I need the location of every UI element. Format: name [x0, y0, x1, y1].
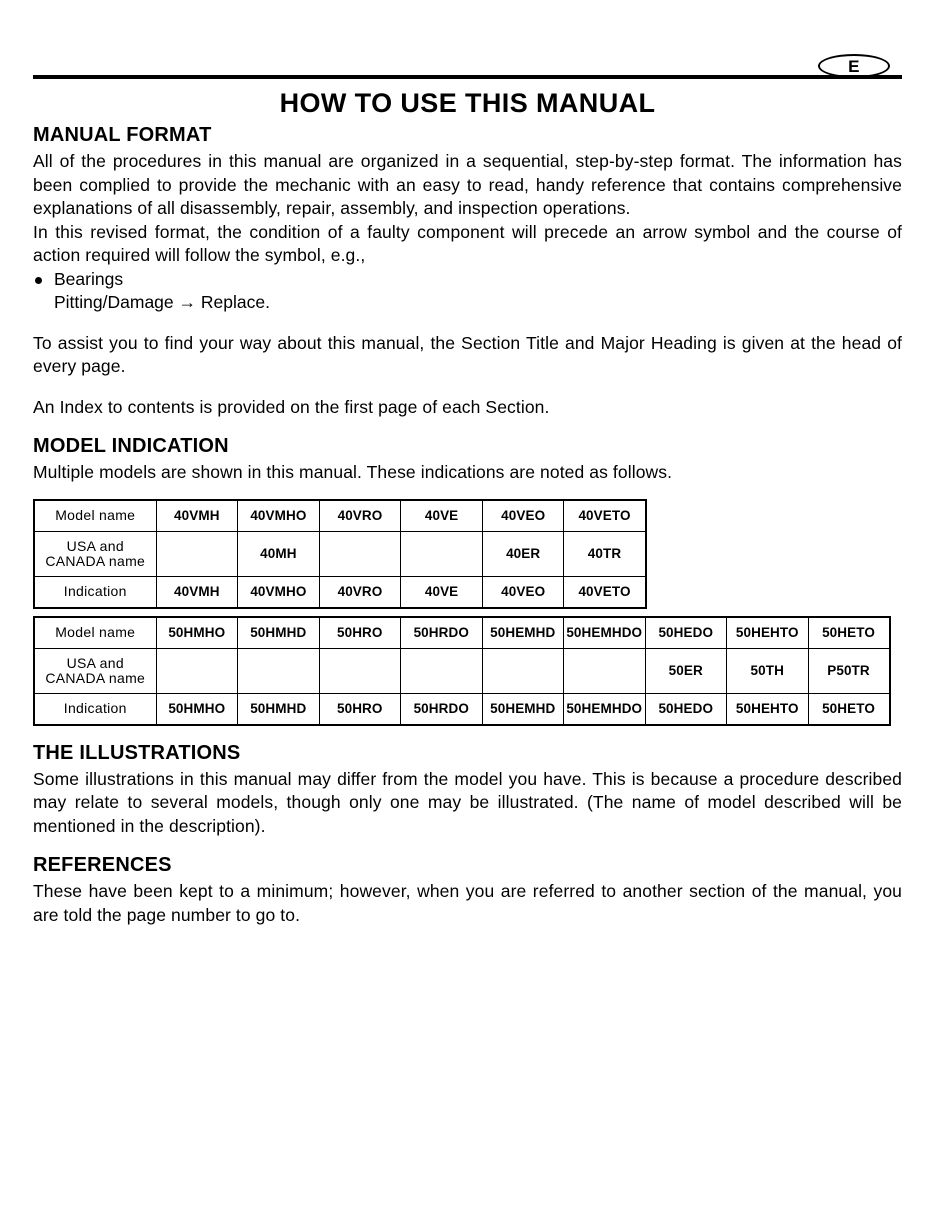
cell: 50HEHTO [727, 693, 809, 725]
manual-format-bullet-list [33, 268, 902, 292]
usa-canada-line-1: USA and [66, 537, 124, 554]
cell: 50HEMHD [482, 617, 564, 649]
cell [319, 531, 401, 576]
cell: 50HEHTO [727, 617, 809, 649]
model-table-50hp [33, 616, 891, 726]
heading-references: REFERENCES [33, 854, 172, 876]
cell: 50HEDO [645, 617, 727, 649]
list-item [33, 268, 902, 292]
table-row [34, 648, 890, 693]
model-table-50hp-block [33, 616, 902, 726]
row-label-indication: Indication [34, 576, 156, 608]
illustrations-paragraph: Some illustrations in this manual may differ from the model you have. This is because a procedure described may relate to several models, though only one may be illustrated. (The name of model described will be mentioned in the description). [33, 768, 902, 836]
cell: 40VRO [319, 500, 401, 532]
model-table-40hp-block [33, 499, 902, 609]
cell: 50HRDO [401, 693, 483, 725]
cell: 40VMHO [238, 500, 320, 532]
bullet-dot-icon [35, 277, 42, 284]
row-label-model-name: Model name [34, 617, 156, 649]
table-row [34, 531, 646, 576]
cell: 50HRO [319, 693, 401, 725]
cell: 40VE [401, 576, 483, 608]
cell: 50HETO [808, 617, 890, 649]
cell: 40VETO [564, 576, 646, 608]
cell: 50HMHD [238, 617, 320, 649]
model-indication-intro: Multiple models are shown in this manual. These indications are noted as follows. [33, 462, 673, 482]
cell: 40VMHO [238, 576, 320, 608]
manual-format-paragraph-2: In this revised format, the condition of a faulty component will precede an arrow symbol and the course of action required will follow the symbol, e.g., [33, 221, 902, 265]
bullet-sub-line: Pitting/Damage → Replace. [54, 292, 270, 312]
cell: 40VRO [319, 576, 401, 608]
table-row [34, 576, 646, 608]
cell: P50TR [808, 648, 890, 693]
manual-format-paragraph-4: An Index to contents is provided on the first page of each Section. [33, 396, 550, 417]
row-label-usa-canada-name [34, 531, 156, 576]
table-row [34, 500, 646, 532]
cell: 50HMHO [156, 693, 238, 725]
cell: 50HEMHDO [564, 693, 646, 725]
cell [156, 648, 238, 693]
cell [238, 648, 320, 693]
heading-manual-format: MANUAL FORMAT [33, 124, 212, 146]
table-row [34, 693, 890, 725]
cell: 40VEO [482, 576, 564, 608]
references-paragraph: These have been kept to a minimum; however, when you are referred to another section of the manual, you are told the page number to go to. [33, 881, 902, 925]
bullet-label: Bearings [54, 268, 124, 289]
table-row [34, 617, 890, 649]
cell: 40ER [482, 531, 564, 576]
row-label-indication: Indication [34, 693, 156, 725]
cell: 40VMH [156, 576, 238, 608]
cell: 50HEDO [645, 693, 727, 725]
cell: 50TH [727, 648, 809, 693]
language-badge: E [818, 54, 890, 78]
cell: 50HEMHD [482, 693, 564, 725]
cell: 50HMHD [238, 693, 320, 725]
cell: 40VMH [156, 500, 238, 532]
cell [564, 648, 646, 693]
usa-canada-line-2: CANADA name [45, 669, 146, 686]
model-table-40hp [33, 499, 647, 609]
cell [482, 648, 564, 693]
manual-format-paragraph-3: To assist you to find your way about this manual, the Section Title and Major Heading is given at the head of every page. [33, 332, 902, 376]
usa-canada-line-2: CANADA name [45, 552, 146, 569]
cell [401, 648, 483, 693]
page-title: HOW TO USE THIS MANUAL [279, 88, 656, 118]
usa-canada-line-1: USA and [66, 654, 124, 671]
cell: 50HRO [319, 617, 401, 649]
manual-format-paragraph-1: All of the procedures in this manual are organized in a sequential, step-by-step format. The information has been complied to provide the mechanic with an easy to read, handy reference that contains comprehensive explanations of all disassembly, repair, assembly, and inspection operations. [33, 151, 902, 218]
cell [401, 531, 483, 576]
row-label-model-name: Model name [34, 500, 156, 532]
cell: 40MH [238, 531, 320, 576]
cell: 50HETO [808, 693, 890, 725]
cell: 50HEMHDO [564, 617, 646, 649]
cell: 50HRDO [401, 617, 483, 649]
cell [156, 531, 238, 576]
cell: 40VEO [482, 500, 564, 532]
heading-the-illustrations: THE ILLUSTRATIONS [33, 741, 241, 764]
cell: 50HMHO [156, 617, 238, 649]
cell: 40VETO [564, 500, 646, 532]
page-content [33, 124, 902, 927]
cell: 40VE [401, 500, 483, 532]
row-label-usa-canada-name [34, 648, 156, 693]
cell: 50ER [645, 648, 727, 693]
cell [319, 648, 401, 693]
header-rule [33, 75, 902, 79]
heading-model-indication: MODEL INDICATION [33, 435, 229, 457]
cell: 40TR [564, 531, 646, 576]
